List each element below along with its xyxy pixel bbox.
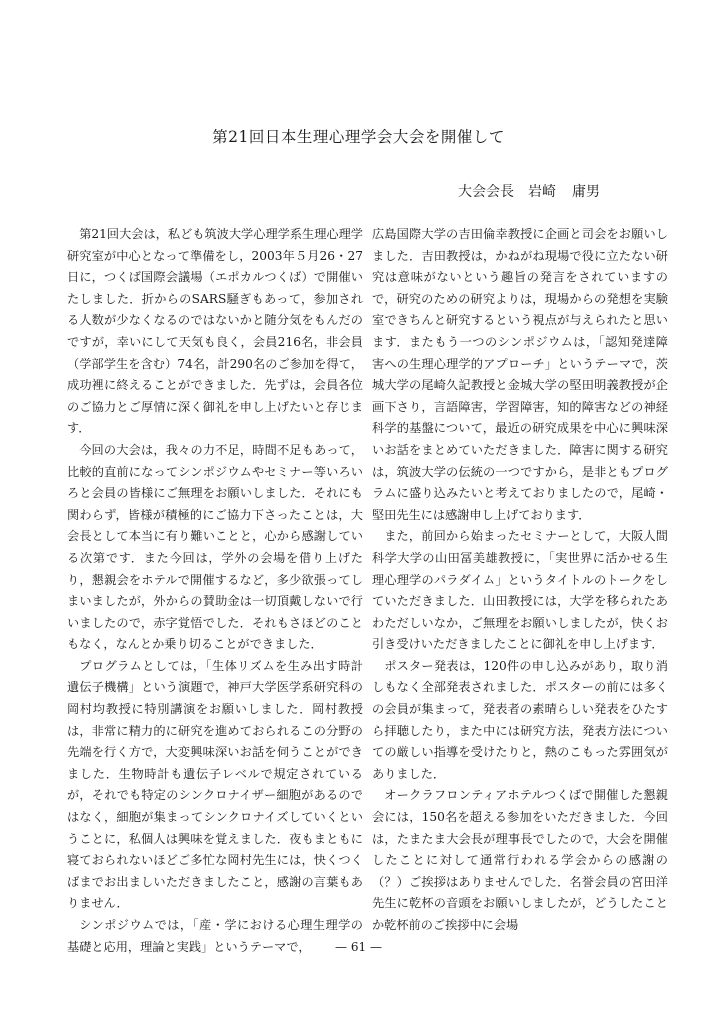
paragraph: シンポジウムでは，「産・学における心理生理学の基礎と応用，理論と実践」というテーマで， [67,918,363,954]
paragraph: 広島国際大学の吉田倫幸教授に企画と司会をお願いしました．吉田教授は，かねがね現場で役に立たない研究は意味がないという趣旨の発言をされていますので，研究のための研究よりは，現場からの発想を実験室できちんと研究するという視点が与えられたと思います．またもう一つのシンポジウムは，「認知発達障害への生理心理学的アプローチ」というテーマで，茨城大学の尾崎久記教授と金城大学の堅田明義教授が企画下さり，言語障害，学習障害，知的障害などの神経科学的基盤について，最近の研究成果を中心に興味深いお話をまとめていただきました．障害に関する研究は，筑波大学の伝統の一つですから，是非ともプログラムに盛り込みたいと考えておりましたので，尾崎・堅田先生には感謝申し上げております． [372,227,668,522]
paragraph: 今回の大会は，我々の力不足，時間不足もあって，比較的直前になってシンポジウムやセミナー等いろいろと会員の皆様にご無理をお願いしました．それにも関わらず，皆様が積極的にご協力下さったことは，大会長として本当に有り難いことと，心から感謝している次第です．また今回は，学外の会場を借り上げたり，懇親会をホテルで開催するなど，多少欲張ってしまいましたが，外からの賛助金は一切頂戴しないで行いましたので，赤字覚悟でした．それもさほどのこともなく，なんとか乗り切ることができました． [67,442,363,652]
author-line [458,181,600,201]
paragraph: また，前回から始まったセミナーとして，大阪人間科学大学の山田冨美雄教授に，「実世界に活かせる生理心理学のパラダイム」というタイトルのトークをしていただきました．山田教授には，大学を移られたあわただしいなか，ご無理をお願いしましたが，快くお引き受けいただきましたことに御礼を申し上げます． [372,529,668,652]
article-title: 第21回日本生理心理学会大会を開催して [212,128,505,146]
paragraph: オークラフロンティアホテルつくばで開催した懇親会には，150名を超える参加をいただきました．今回は，たまたま大会長が理事長でしたので，大会を開催したことに対して通常行われる学会からの感謝の（？）ご挨拶はありませんでした．名誉会員の宮田洋先生に乾杯の音頭をお願いしましたが，どうしたことか乾杯前のご挨拶中に会場 [372,788,668,932]
paragraph: 第21回大会は，私ども筑波大学心理学系生理心理学研究室が中心となって準備をし，2003年５月26・27日に，つくば国際会議場（エポカルつくば）で開催いたしました．折からのSARS騒ぎもあって，参加される人数が少なくなるのではないかと随分気をもんだのですが，幸いにして天気も良く，会員216名，非会員（学部学生を含む）74名，計290名のご参加を得て，成功裡に終えることができました．先ずは，会員各位のご協力とご厚情に深く御礼を申し上げたいと存じます． [67,227,363,436]
author-family-name: 岩崎 [528,184,556,200]
page-number: — 61 — [335,940,382,954]
right-column [372,224,668,937]
paragraph: ポスター発表は，120件の申し込みがあり，取り消しもなく全部発表されました．ポスターの前には多くの会員が集まって，発表者の素晴らしい発表をひたすら拝聴したり，また中には研究方法，発表方法についての厳しい指導を受けたりと，熱のこもった雰囲気がありました． [372,658,668,781]
author-role: 大会会長 [458,184,514,200]
author-given-name: 庸男 [572,184,600,200]
left-column [67,224,363,958]
paragraph: プログラムとしては，「生体リズムを生み出す時計遺伝子機構」という演題で，神戸大学医学系研究科の岡村均教授に特別講演をお願いしました．岡村教授は，非常に精力的に研究を進めておられるこの分野の先端を行く方で，大変興味深いお話を伺うことができました．生物時計も遺伝子レベルで規定されているが，それでも特定のシンクロナイザー細胞があるのではなく，細胞が集まってシンクロナイズしていくということに，私個人は興味を覚えました．夜もまともに寝ておられないほどご多忙な岡村先生には，快くつくばまでお出ましいただきましたこと，感謝の言葉もありません． [67,658,363,911]
